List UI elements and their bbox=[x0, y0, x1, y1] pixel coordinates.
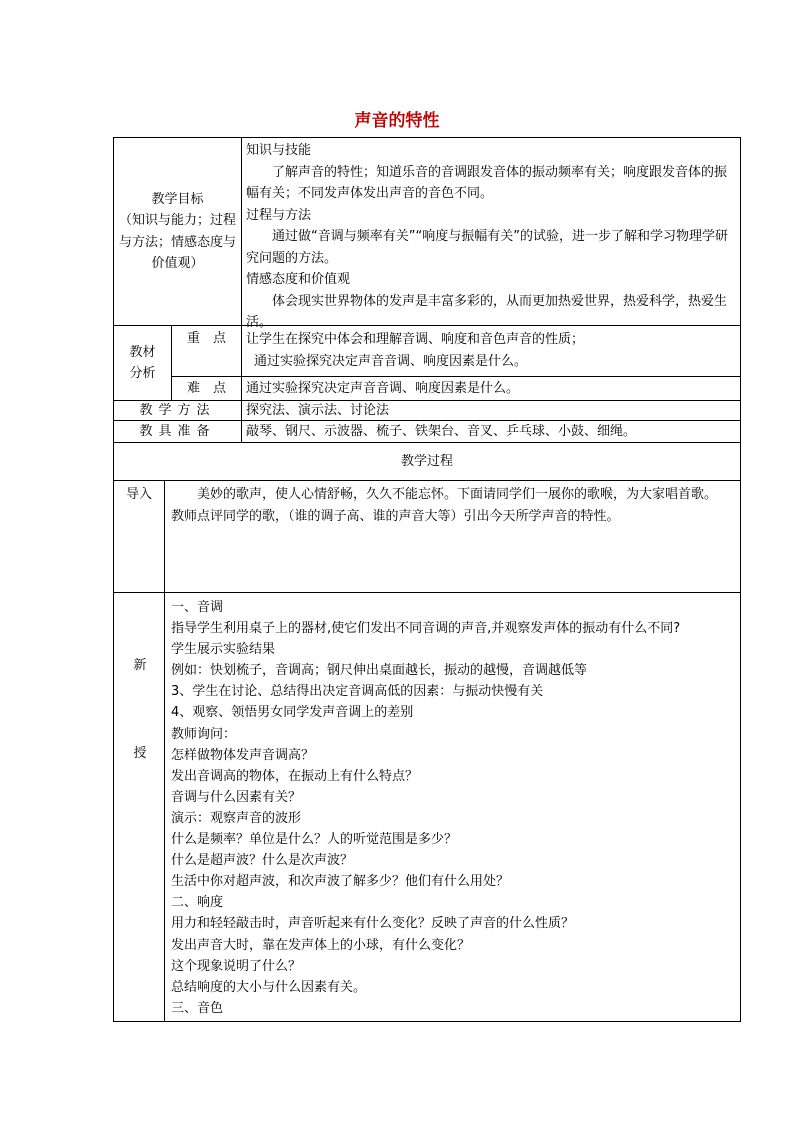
key-line-1: 让学生在探究中体会和理解音调、响度和音色声音的性质； bbox=[246, 332, 585, 347]
analysis-label: 教材分析 bbox=[129, 344, 156, 381]
new-lesson-label-cell bbox=[113, 593, 165, 1022]
method-text: 探究法、演示法、讨论法 bbox=[246, 403, 390, 418]
new-lesson-line: 4、观察、领悟男女同学发声音调上的差别 bbox=[171, 705, 414, 721]
tools-text: 敲琴、钢尺、示波器、梳子、铁架台、音叉、乒乓球、小鼓、细绳。 bbox=[246, 424, 637, 439]
process-method-heading: 过程与方法 bbox=[246, 207, 312, 223]
process-title: 教学过程 bbox=[400, 453, 453, 469]
method-content-cell bbox=[242, 401, 741, 421]
page-title: 声音的特性 bbox=[354, 111, 440, 131]
lesson-plan-table bbox=[113, 137, 741, 1022]
process-title-cell bbox=[113, 443, 741, 481]
analysis-label-cell bbox=[113, 326, 172, 401]
tools-content-cell bbox=[242, 421, 741, 443]
new-lesson-line: 二、响度 bbox=[171, 895, 224, 911]
new-lesson-line: 用力和轻轻敲击时，声音听起来有什么变化？反映了声音的什么性质？ bbox=[171, 916, 575, 932]
objectives-label-cell bbox=[113, 137, 242, 326]
difficulty-label: 难 点 bbox=[186, 380, 226, 396]
intro-content-cell bbox=[165, 481, 741, 593]
new-lesson-content-cell bbox=[165, 593, 741, 1022]
new-lesson-line: 例如：快划梳子，音调高；钢尺伸出桌面越长，振动的越慢，音调越低等 bbox=[171, 663, 588, 679]
key-line-2: 通过实验探究决定声音音调、响度因素是什么。 bbox=[254, 353, 528, 369]
new-lesson-line: 演示：观察声音的波形 bbox=[171, 810, 302, 826]
tools-label-cell bbox=[113, 421, 242, 443]
new-lesson-line: 什么是超声波？什么是次声波？ bbox=[171, 853, 354, 869]
new-lesson-line: 生活中你对超声波，和次声波了解多少？他们有什么用处？ bbox=[171, 874, 510, 890]
method-label-cell bbox=[113, 401, 242, 421]
new-lesson-line: 这个现象说明了什么？ bbox=[171, 958, 302, 974]
intro-paragraph-1: 美妙的歌声，使人心情舒畅，久久不能忘怀。下面请同学们一展你的歌喉，为大家唱首歌。 bbox=[197, 487, 718, 502]
process-method-text: 通过做“音调与频率有关”“响度与振幅有关”的试验，进一步了解和学习物理学研究问题的方法。 bbox=[246, 229, 728, 266]
new-lesson-line: 指导学生利用桌子上的器材,使它们发出不同音调的声音,并观察发声体的振动有什么不同? bbox=[171, 621, 681, 637]
objectives-label: 教学目标 （知识与能力；过程与方法；情感态度与价值观） bbox=[118, 191, 236, 271]
new-lesson-line: 总结响度的大小与什么因素有关。 bbox=[171, 979, 367, 995]
new-lesson-line: 发出音调高的物体，在振动上有什么特点？ bbox=[171, 768, 419, 784]
new-lesson-line: 教师询问： bbox=[171, 726, 237, 742]
new-lesson-lines bbox=[171, 597, 734, 1019]
objectives-content-cell bbox=[242, 137, 741, 330]
new-lesson-line: 什么是频率？单位是什么？人的听觉范围是多少？ bbox=[171, 832, 458, 848]
tools-label: 教具准备 bbox=[139, 423, 216, 439]
key-points-label: 重 点 bbox=[186, 331, 226, 346]
new-lesson-line: 3、学生在讨论、总结得出决定音调高低的因素：与振动快慢有关 bbox=[171, 684, 544, 700]
new-lesson-line: 怎样做物体发声音调高？ bbox=[171, 747, 315, 763]
intro-label: 导入 bbox=[125, 487, 152, 502]
emotion-heading: 情感态度和价值观 bbox=[246, 272, 351, 287]
intro-paragraph-2: 教师点评同学的歌，（谁的调子高、谁的声音大等）引出今天所学声音的特性。 bbox=[171, 509, 620, 524]
knowledge-heading: 知识与技能 bbox=[246, 143, 312, 158]
knowledge-text: 了解声音的特性；知道乐音的音调跟发音体的振动频率有关；响度跟发音体的振幅有关；不同发声体发出声音的音色不同。 bbox=[246, 164, 728, 201]
difficulty-text: 通过实验探究决定声音音调、响度因素是什么。 bbox=[246, 381, 520, 396]
new-lesson-line: 发出声音大时，靠在发声体上的小球，有什么变化？ bbox=[171, 937, 471, 953]
new-lesson-line: 一、音调 bbox=[171, 600, 224, 615]
new-lesson-line: 学生展示实验结果 bbox=[171, 642, 276, 658]
key-content-cell bbox=[242, 326, 741, 377]
method-label: 教学方法 bbox=[139, 402, 216, 418]
new-lesson-line: 音调与什么因素有关？ bbox=[171, 789, 302, 805]
new-lesson-line: 三、音色 bbox=[171, 1000, 224, 1016]
new-lesson-label-1: 新 bbox=[133, 658, 147, 673]
emotion-text: 体会现实世界物体的发声是丰富多彩的，从而更加热爱世界，热爱科学，热爱生活。 bbox=[246, 293, 728, 330]
intro-label-cell bbox=[113, 481, 165, 593]
new-lesson-label-2: 授 bbox=[133, 746, 147, 761]
difficulty-label-cell bbox=[172, 377, 242, 401]
key-label-cell bbox=[172, 326, 242, 377]
difficulty-content-cell bbox=[242, 377, 741, 401]
